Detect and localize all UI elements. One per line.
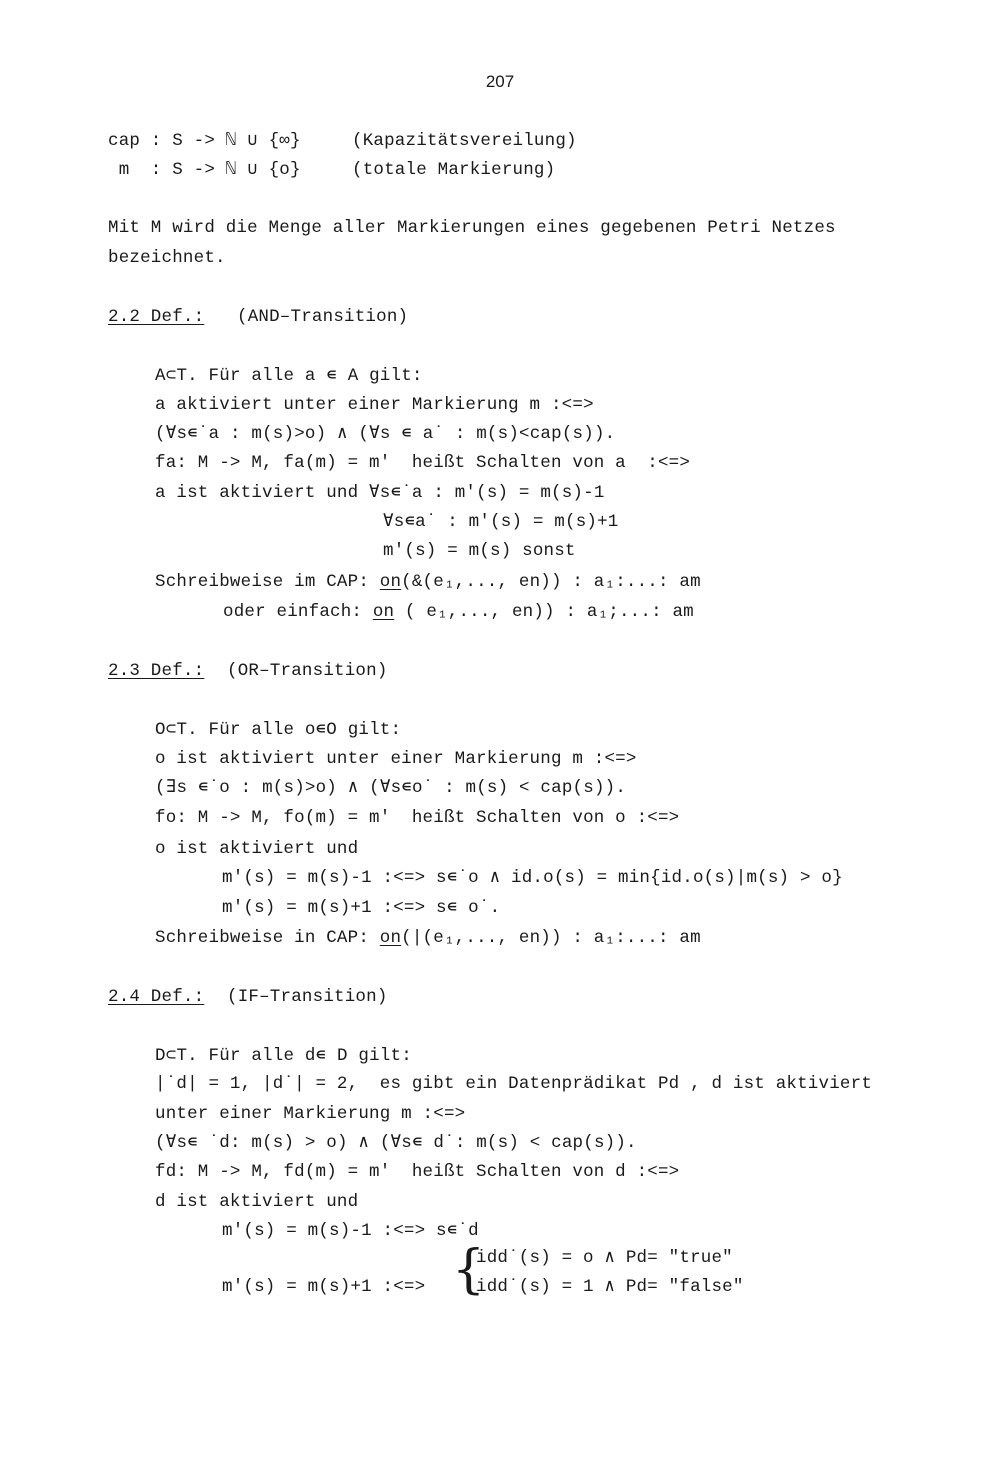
def-2-4-line: m'(s) = m(s)+1 :<=> (222, 1277, 426, 1297)
def-2-4-line: fd: M -> M, fd(m) = m' heißt Schalten von d :<=> (155, 1162, 680, 1182)
notation-expression: (|(e₁,..., en)) : a₁:...: am (401, 928, 701, 948)
def-2-2-line: m'(s) = m(s) sonst (383, 541, 576, 561)
notation-expression: (&(e₁,..., en)) : a₁:...: am (401, 572, 701, 592)
def-2-2-number: 2.2 Def.: (108, 307, 205, 327)
def-2-4-line: |˙d| = 1, |d˙| = 2, es gibt ein Datenprädikat Pd , d ist aktiviert (155, 1074, 873, 1094)
def-2-4-line: d ist aktiviert und (155, 1192, 359, 1212)
intro-line-1: Mit M wird die Menge aller Markierungen eines gegebenen Petri Netzes (108, 218, 836, 238)
case-brace: { (452, 1240, 486, 1300)
on-keyword: on (379, 928, 402, 948)
cap-definition: cap : S -> ℕ ∪ {∞} (108, 131, 301, 151)
def-2-3-line: o ist aktiviert und (155, 839, 359, 859)
def-2-3-title: (OR–Transition) (227, 661, 388, 681)
def-2-3-line: m'(s) = m(s)+1 :<=> s∊ o˙. (222, 898, 501, 918)
def-2-2-line: ∀s∊a˙ : m'(s) = m(s)+1 (383, 512, 619, 532)
on-keyword: on (379, 572, 402, 592)
def-2-4-title: (IF–Transition) (227, 987, 388, 1007)
def-2-3-line: o ist aktiviert unter einer Markierung m :<=> (155, 749, 637, 769)
notation-expression: ( e₁,..., en)) : a₁;...: am (394, 602, 694, 622)
def-2-2-notation-simple (223, 601, 694, 623)
def-2-2-line: (∀s∊˙a : m(s)>o) ∧ (∀s ∊ a˙ : m(s)<cap(s)). (155, 424, 616, 444)
notation-label: Schreibweise im CAP: (155, 572, 380, 592)
def-2-4-case-true: idd˙(s) = o ∧ Pd= "true" (476, 1248, 733, 1268)
def-2-4-line: m'(s) = m(s)-1 :<=> s∊˙d (222, 1221, 479, 1241)
notation-label: Schreibweise in CAP: (155, 928, 380, 948)
def-2-2-line: A⊂T. Für alle a ∊ A gilt: (155, 366, 423, 386)
intro-line-2: bezeichnet. (108, 248, 226, 268)
def-2-4-line: D⊂T. Für alle d∊ D gilt: (155, 1046, 412, 1066)
def-2-3-number: 2.3 Def.: (108, 661, 205, 681)
def-2-2-title: (AND–Transition) (237, 307, 409, 327)
def-2-4-case-false: idd˙(s) = 1 ∧ Pd= "false" (476, 1277, 744, 1297)
def-2-2-line: a aktiviert unter einer Markierung m :<=> (155, 395, 594, 415)
notation-label: oder einfach: (223, 602, 373, 622)
def-2-2-notation (155, 571, 701, 593)
def-2-3-line: m'(s) = m(s)-1 :<=> s∊˙o ∧ id.o(s) = min{id.o(s)|m(s) > o} (222, 868, 843, 888)
cap-comment: (Kapazitätsvereilung) (352, 131, 577, 151)
marking-comment: (totale Markierung) (352, 160, 556, 180)
def-2-3-line: fo: M -> M, fo(m) = m' heißt Schalten von o :<=> (155, 808, 680, 828)
def-2-3-line: (∃s ∊˙o : m(s)>o) ∧ (∀s∊o˙ : m(s) < cap(s)). (155, 778, 627, 798)
def-2-3-notation (155, 927, 701, 949)
marking-definition: m : S -> ℕ ∪ {o} (108, 160, 301, 180)
def-2-3-line: O⊂T. Für alle o∊O gilt: (155, 720, 402, 740)
on-keyword: on (372, 602, 395, 622)
def-2-4-line: unter einer Markierung m :<=> (155, 1104, 466, 1124)
def-2-4-line: (∀s∊ ˙d: m(s) > o) ∧ (∀s∊ d˙: m(s) < cap(s)). (155, 1133, 637, 1153)
def-2-2-line: a ist aktiviert und ∀s∊˙a : m'(s) = m(s)-1 (155, 483, 605, 503)
def-2-4-number: 2.4 Def.: (108, 987, 205, 1007)
page-number: 207 (485, 72, 515, 91)
def-2-2-line: fa: M -> M, fa(m) = m' heißt Schalten von a :<=> (155, 453, 691, 473)
